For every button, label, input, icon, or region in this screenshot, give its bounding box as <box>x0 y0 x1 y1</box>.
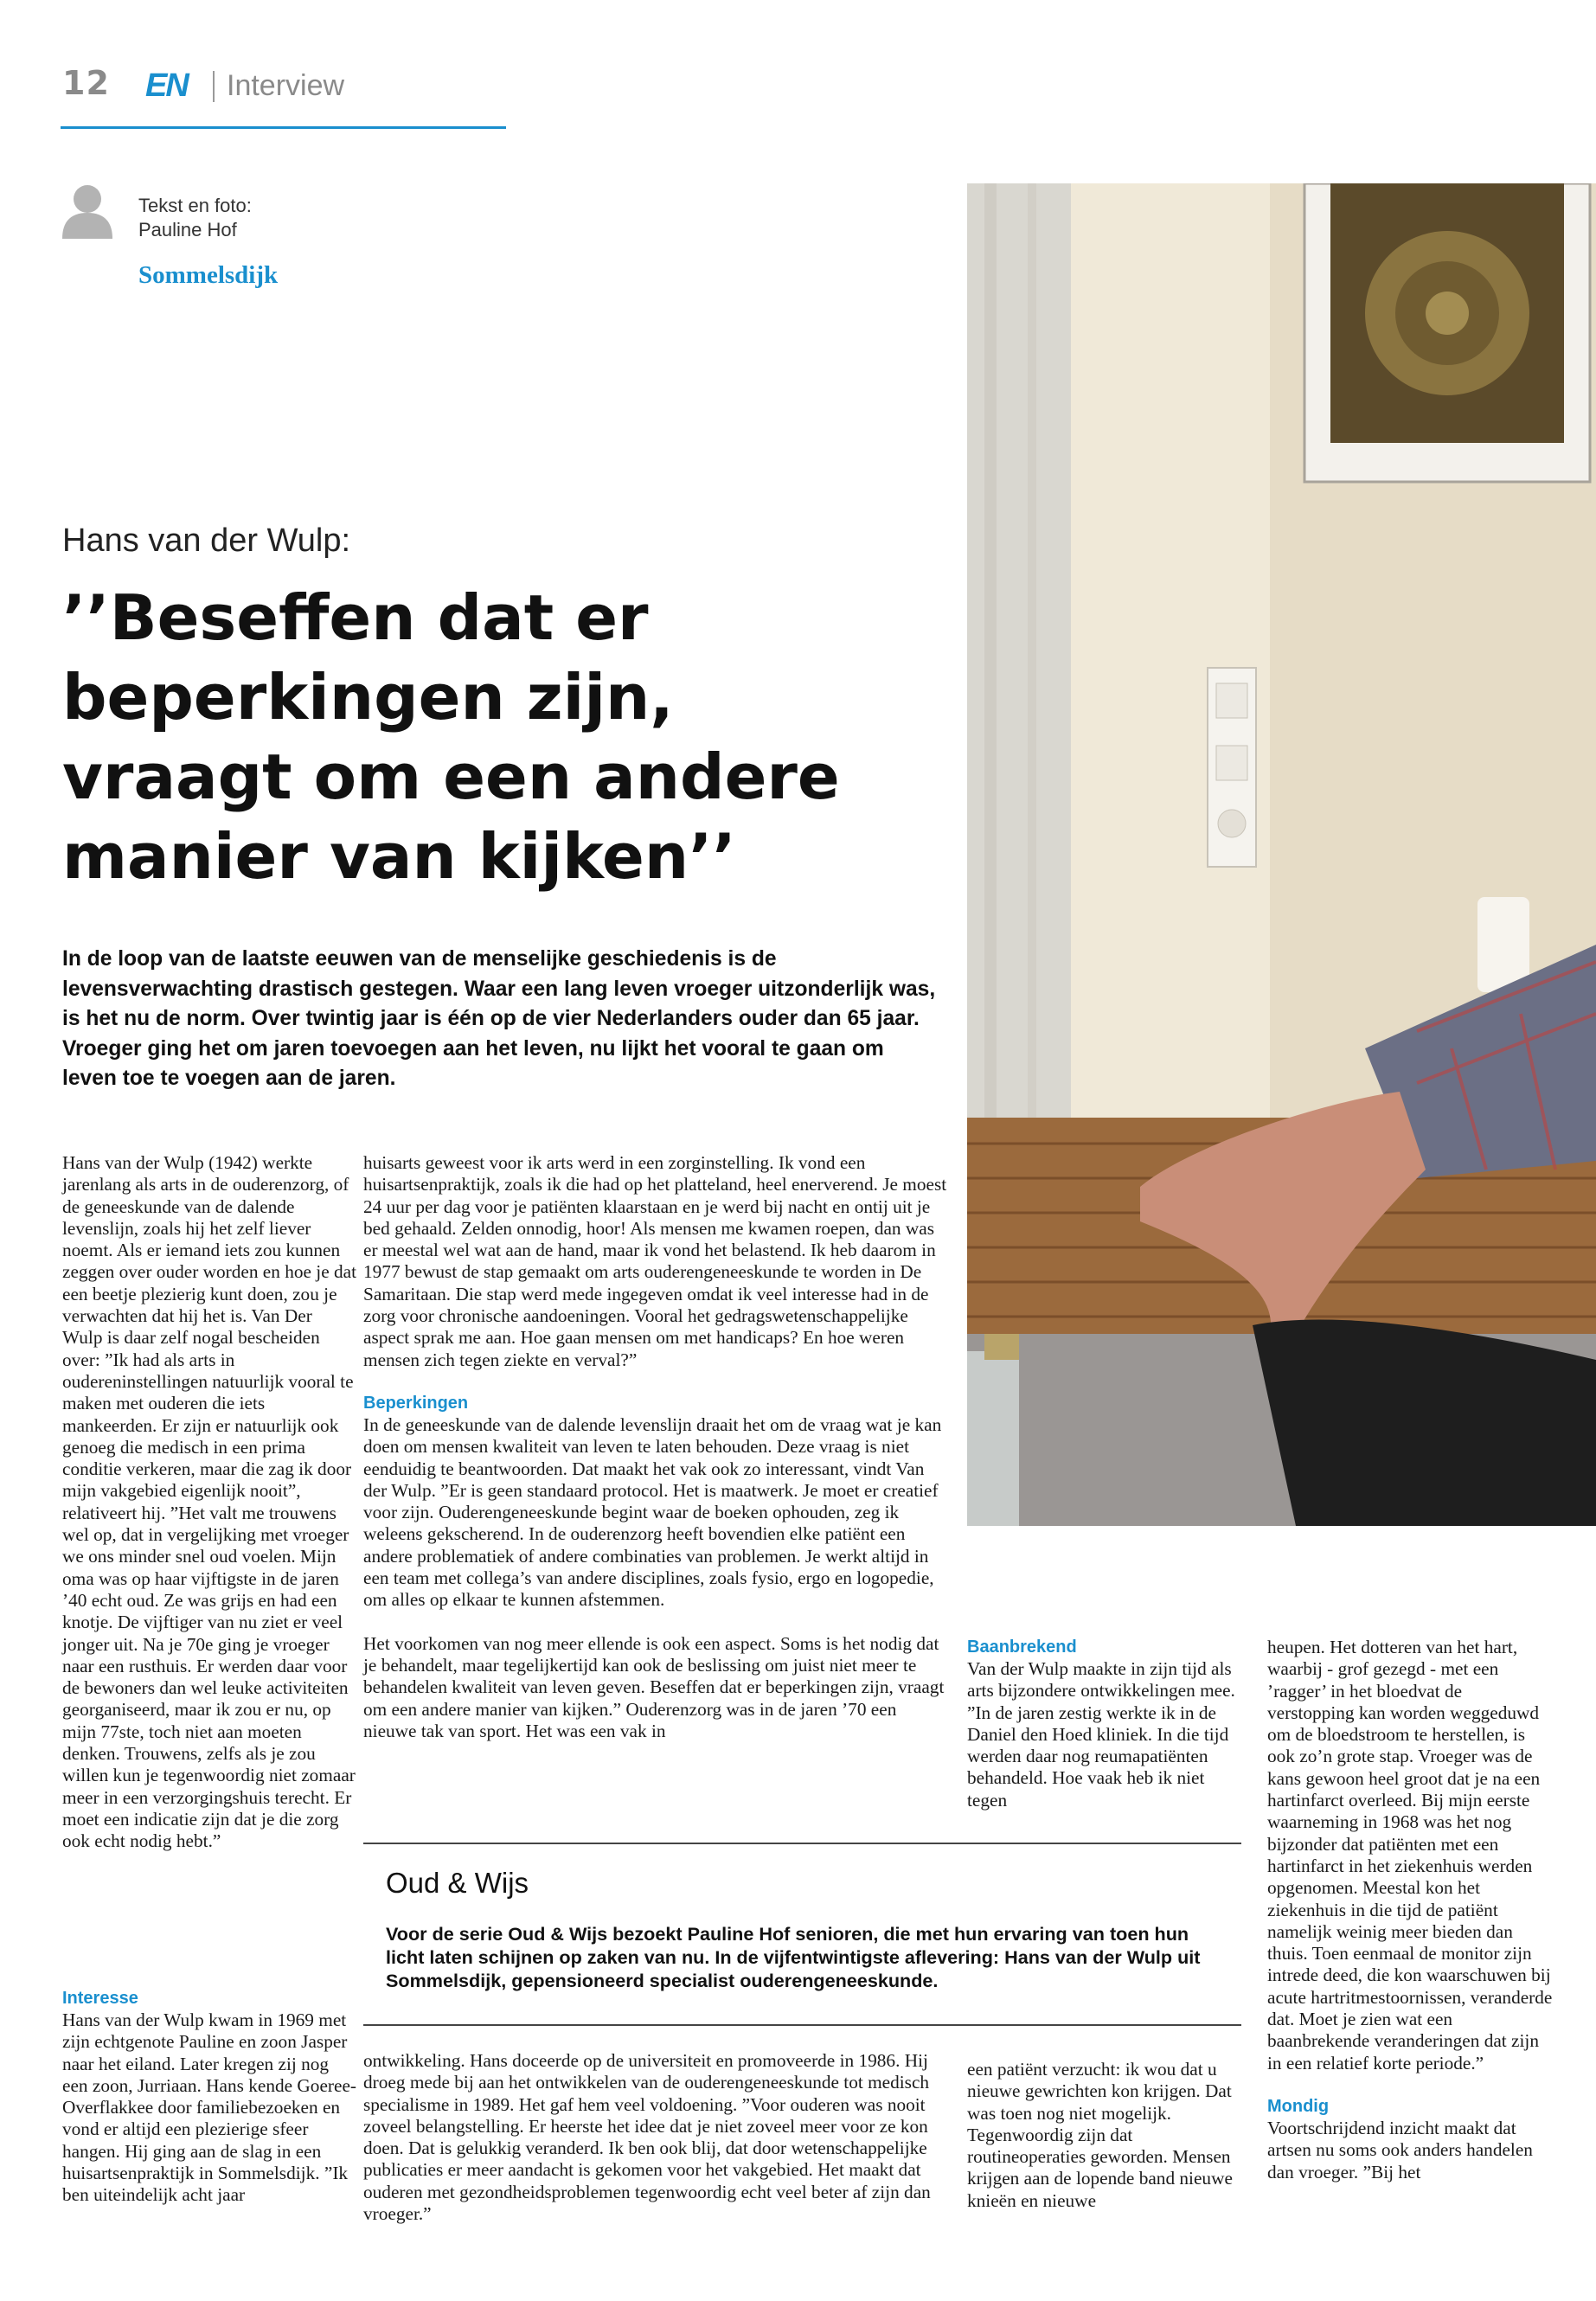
box-rule-top <box>363 1843 1241 1844</box>
person-silhouette-icon <box>61 182 114 239</box>
header-rule <box>61 126 506 129</box>
body-column-4 <box>1267 1637 1553 2183</box>
subheading-baanbrekend: Baanbrekend <box>967 1638 1077 1657</box>
paragraph: Hans van der Wulp kwam in 1969 met zijn echtgenote Pauline en zoon Jasper naar het eiland. Later kregen zij nog een zoon, Jurriaan. Hans kende Goeree-Overflakkee door familiebezoeken en vond er altijd een plezierige sfeer hangen. Hij ging aan de slag in een huisartsenpraktijk in Sommelsdijk. ”Ik ben uiteindelijk acht jaar <box>62 2009 357 2206</box>
body-column-3-top <box>967 1637 1235 1811</box>
body-column-3-bottom: een patiënt verzucht: ik wou dat u nieuwe gewrichten kon krijgen. Dat was toen nog niet mogelijk. Tegenwoordig zijn dat routineoperaties geworden. Mensen krijgen aan de lopende band nieuwe knieën en nieuwe <box>967 2059 1233 2211</box>
body-column-1-bottom <box>62 1988 356 2207</box>
body-column-1-top: Hans van der Wulp (1942) werkte jarenlang als arts in de ouderenzorg, of de geneeskunde van de dalende levenslijn, zoals hij het zelf liever noemt. Als er iemand iets zou kunnen zeggen over ouder worden en hoe je dat een beetje plezierig kunt doen, zou je verwachten dat hij het is. Van Der Wulp is daar zelf nogal bescheiden over: ”Ik had als arts in oudereninstellingen natuurlijk vooral te maken met ouderen die iets mankeerden. Er zijn er natuurlijk ook genoeg die medisch in een prima conditie verkeren, maar die zag ik door mijn vakgebied eigenlijk nooit”, relativeert hij. ”Het valt me trouwens wel op, dat in vergelijking met vroeger we ons minder snel oud voelen. Mijn oma was op haar vijftigste in de jaren ’40 echt oud. Ze was grijs en had een knotje. De vijftiger van nu ziet er veel jonger uit. Na je 70e ging je vroeger naar een rusthuis. Er werden daar voor de bewoners dan wel leuke activiteiten georganiseerd, maar ik zou er nu, op mijn 77ste, toch niet aan moeten denken. Trouwens, zelfs als je zou willen kun je tegenwoordig niet zomaar meer in een verzorgingshuis terecht. Er moet een indicatie zijn dat je die zorg ook echt nodig hebt.” <box>62 1152 357 1852</box>
article-lead: In de loop van de laatste eeuwen van de menselijke geschiedenis is de levensverwachting drastisch gestegen. Waar een lang leven vroeger uitzonderlijk was, is het nu de norm. Over twintig jaar is één op de vier Nederlanders ouder dan 65 jaar. Vroeger ging het om jaren toevoegen aan het leven, nu lijkt het vooral te gaan om leven toe te voegen aan de jaren. <box>62 947 936 1090</box>
subheading-mondig: Mondig <box>1267 2096 1330 2116</box>
publication-logo: EN <box>145 67 188 104</box>
photo-credit <box>138 194 252 242</box>
paragraph: Van der Wulp maakte in zijn tijd als arts bijzondere ontwikkelingen mee. ”In de jaren zestig werkte ik in de Daniel den Hoed kliniek. In die tijd werden daar nog reumapatiënten behandeld. Hoe vaak heb ik niet tegen <box>967 1658 1235 1811</box>
interview-photo <box>967 183 1596 1526</box>
box-text: Voor de serie Oud & Wijs bezoekt Pauline Hof senioren, die met hun ervaring van toen hun licht laten schijnen op zaken van nu. In de vijfentwintigste aflevering: Hans van der Wulp uit Sommelsdijk, gepensioneerd specialist ouderengeneeskunde. <box>386 1923 1201 1991</box>
paragraph: heupen. Het dotteren van het hart, waarbij - grof gezegd - met een ’ragger’ in het bloedvat de verstopping kan worden weggeduwd om de bloedstroom te herstellen, is ook zo’n grote stap. Vroeger was de kans gewoon heel groot dat je na een hartinfarct overleed. Bij mijn eerste waarneming in 1968 was het nog bijzonder dat patiënten met een hartinfarct in het ziekenhuis werden opgenomen. Meestal kon het ziekenhuis in die tijd de patiënt namelijk weinig meer bieden dan thuis. Toen eenmaal de monitor zijn intrede deed, die kon waarschuwen bij acute hartritmestoornissen, veranderde dat. Moet je zien wat een baanbrekende veranderingen dat zijn in een relatief korte periode.” <box>1267 1637 1553 2073</box>
place-name: Sommelsdijk <box>138 261 279 289</box>
box-title: Oud & Wijs <box>386 1867 529 1899</box>
paragraph: Voortschrijdend inzicht maakt dat artsen nu soms ook anders handelen dan vroeger. ”Bij het <box>1267 2117 1533 2182</box>
article-kicker: Hans van der Wulp: <box>62 522 351 559</box>
paragraph: huisarts geweest voor ik arts werd in een zorginstelling. Ik vond een huisartsenpraktijk, zoals ik die had op het platteland, heel enerverend. Je moest 24 uur per dag voor je patiënten klaarstaan en je werd bij nacht en ontij uit je bed gehaald. Zelden onnodig, hoor! Als mensen me kwamen roepen, dan was er meestal wel wat aan de hand, maar ik vond het belastend. Ik heb daarom in 1977 bewust de stap gemaakt om arts ouderengeneeskunde te worden in De Samaritaan. Die stap werd mede ingegeven omdat ik veel interesse had in de zorg voor chronische aandoeningen. Vooral het gedragswetenschappelijke aspect sprak me aan. Hoe gaan mensen om met handicaps? En hoe weren mensen zich tegen ziekte en verval?” <box>363 1152 947 1370</box>
paragraph: Het voorkomen van nog meer ellende is ook een aspect. Soms is het nodig dat je behandelt, maar tegelijkertijd kan ook de beslissing om juist niet meer te behandelen kwaliteit van leven geven. Beseffen dat er beperkingen zijn, vraagt om een andere manier van kijken.” Ouderenzorg was in de jaren ’70 een nieuwe tak van sport. Het was een vak in <box>363 1632 945 1741</box>
box-rule-bottom <box>363 2024 1241 2026</box>
subheading-interesse: Interesse <box>62 1989 138 2008</box>
body-column-2-top <box>363 1152 952 1764</box>
paragraph: In de geneeskunde van de dalende levenslijn draait het om de vraag wat je kan doen om mensen kwaliteit van leven te laten behouden. Deze vraag is niet eenduidig te beantwoorden. Dat maakt het vak ook zo interessant, vindt Van der Wulp. ”Er is geen standaard protocol. Het is maatwerk. Je moet er creatief voor zijn. Ouderengeneeskunde begint waar de boeken ophouden, zeg ik weleens gekscherend. In de ouderenzorg heeft bovendien elke patiënt een andere problematiek of andere combinaties van problemen. Je werkt altijd in een team met collega’s van andere disciplines, zoals fysio, ergo en logopedie, om alles op elkaar te kunnen afstemmen. <box>363 1413 942 1611</box>
body-column-2-bottom: ontwikkeling. Hans doceerde op de universiteit en promoveerde in 1986. Hij droeg mede bij aan het ontwikkelen van de ouderengeneeskunde tot medisch specialisme in 1989. Het gaf hem veel voldoening. ”Voor ouderen was nooit zoveel belangstelling. Er heerste het idee dat je niet zoveel meer voor ze kon doen. Dat is gelukkig veranderd. Ik ben ook blij, dat door wetenschappelijke publicaties er meer aandacht is gekomen voor het vakgebied. Het maakt dat ouderen met gezondheidsproblemen tegenwoordig echt veel beter af zijn dan vroeger.” <box>363 2050 931 2225</box>
credit-line-1: Tekst en foto: <box>138 195 252 216</box>
header-separator <box>213 71 215 102</box>
page-number: 12 <box>62 64 110 102</box>
subheading-beperkingen: Beperkingen <box>363 1393 469 1413</box>
headline-line: manier van kijken’’ <box>62 820 736 893</box>
section-label: Interview <box>227 69 345 102</box>
headline-line: ’’Beseffen dat er <box>62 581 649 654</box>
credit-author: Pauline Hof <box>138 219 237 240</box>
headline-line: beperkingen zijn, <box>62 661 674 734</box>
headline-line: vraagt om een andere <box>62 740 840 813</box>
article-headline <box>62 578 927 896</box>
